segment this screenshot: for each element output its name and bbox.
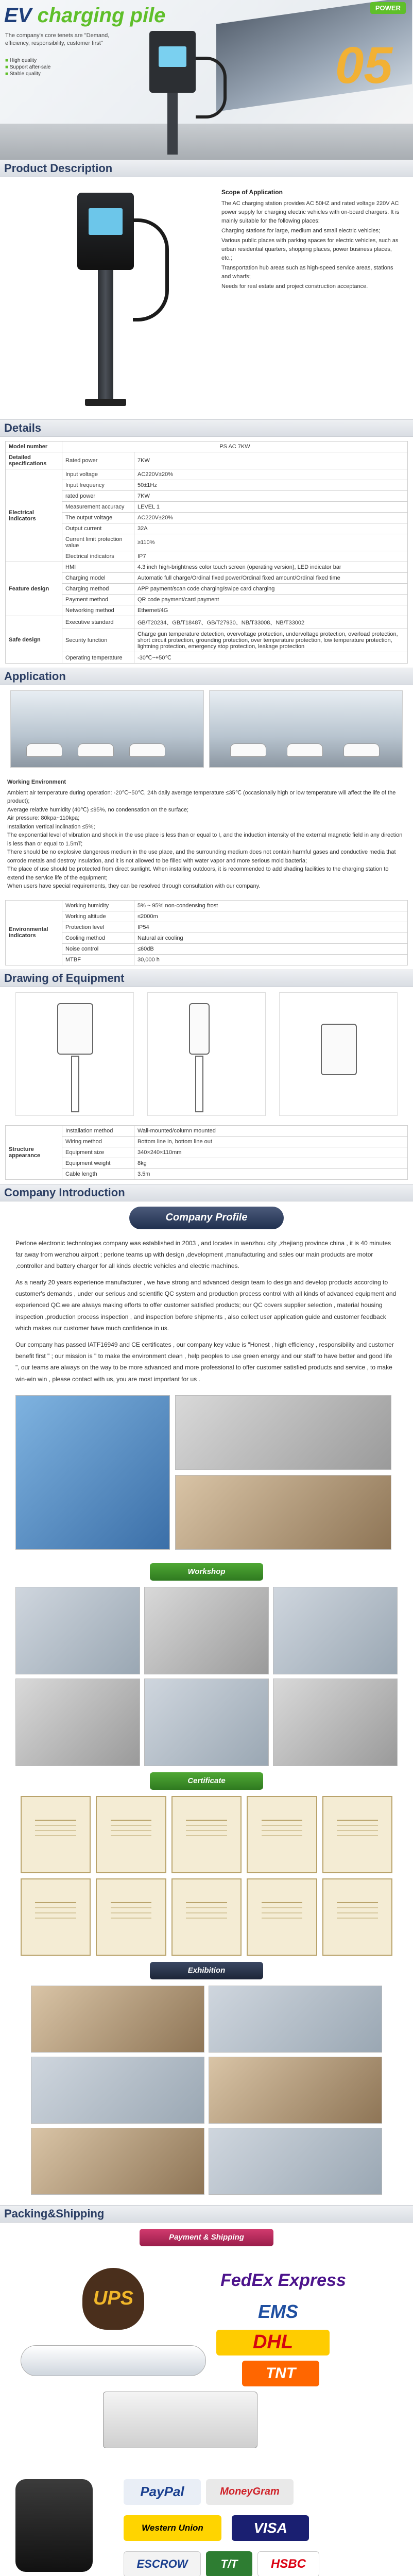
workshop-photo bbox=[273, 1587, 398, 1674]
payment-shipping-banner: Payment & Shipping bbox=[140, 2229, 273, 2246]
application-photo bbox=[209, 690, 403, 768]
spec-value: ≥110% bbox=[134, 534, 408, 551]
table-row bbox=[6, 933, 408, 943]
model-value: PS AC 7KW bbox=[62, 442, 408, 452]
hero-feature-list bbox=[5, 57, 50, 78]
environment-line: When users have special requirements, they can be resolved through consultation with our company. bbox=[7, 883, 261, 889]
spec-name: Measurement accuracy bbox=[62, 502, 134, 513]
spec-value: AC220V±20% bbox=[134, 469, 408, 480]
spec-value: 32A bbox=[134, 523, 408, 534]
table-row bbox=[6, 491, 408, 502]
table-row bbox=[6, 534, 408, 551]
env-value: IP54 bbox=[134, 922, 408, 933]
fedex-logo: FedEx Express bbox=[220, 2270, 346, 2291]
certificate-image bbox=[21, 1796, 91, 1873]
spec-name: The output voltage bbox=[62, 513, 134, 523]
section-packing: Packing&Shipping bbox=[0, 2205, 413, 2223]
certificate-image bbox=[171, 1878, 242, 1956]
spec-value: 7KW bbox=[134, 452, 408, 469]
factory-photos bbox=[0, 1388, 413, 1557]
structure-group: Structure appearance bbox=[6, 1125, 62, 1179]
spec-value: IP7 bbox=[134, 551, 408, 562]
certificate-image bbox=[322, 1878, 392, 1956]
spec-name: Payment method bbox=[62, 595, 134, 605]
section-application: Application bbox=[0, 668, 413, 685]
exhibition-photo bbox=[209, 1986, 382, 2053]
factory-building-photo bbox=[15, 1395, 170, 1550]
drawing-pole bbox=[71, 1056, 79, 1112]
table-row bbox=[6, 551, 408, 562]
model-label: Model number bbox=[6, 442, 62, 452]
spec-name: Charging method bbox=[62, 584, 134, 595]
spec-name: Executive standard bbox=[62, 616, 134, 629]
env-name: Protection level bbox=[62, 922, 134, 933]
table-row bbox=[6, 900, 408, 911]
hero-title-part1: EV bbox=[4, 4, 38, 27]
structure-value: 340×240×110mm bbox=[134, 1147, 408, 1158]
table-row bbox=[6, 562, 408, 573]
table-row bbox=[6, 652, 408, 664]
env-name: Noise control bbox=[62, 943, 134, 954]
env-name: Working altitude bbox=[62, 911, 134, 922]
env-name: Cooling method bbox=[62, 933, 134, 943]
environment-line: Air pressure: 80kpa~110kpa; bbox=[7, 815, 80, 821]
section-details: Details bbox=[0, 419, 413, 437]
structure-value: 8kg bbox=[134, 1158, 408, 1168]
lock-icon bbox=[15, 2479, 93, 2572]
table-row bbox=[6, 452, 408, 469]
environment-line: Average relative humidity (40℃) ≤95%, no condensation on the surface; bbox=[7, 806, 189, 813]
hero-banner bbox=[0, 0, 413, 160]
spec-name: HMI bbox=[62, 562, 134, 573]
scope-line: The AC charging station provides AC 50HZ and rated voltage 220V AC power supply for charging electric vehicles with on-board chargers. It is mainly suitable for the following places: bbox=[221, 200, 400, 224]
table-row bbox=[6, 605, 408, 616]
scope-line: Transportation hub areas such as high-speed service areas, stations and wharfs; bbox=[221, 264, 393, 280]
ups-logo: UPS bbox=[82, 2268, 144, 2330]
certificate-banner: Certificate bbox=[150, 1772, 263, 1790]
spec-name: Current limit protection value bbox=[62, 534, 134, 551]
workshop-photo bbox=[273, 1679, 398, 1766]
table-row bbox=[6, 911, 408, 922]
drawing-front bbox=[15, 992, 134, 1116]
charger-display-image bbox=[89, 208, 123, 235]
exhibition-gallery bbox=[0, 1986, 413, 2195]
spec-name: Charging model bbox=[62, 573, 134, 584]
hero-slogan: The company's core tenets are "Demand, efficiency, responsibility, customer first" bbox=[5, 32, 110, 47]
certificate-image bbox=[96, 1878, 166, 1956]
spec-value: 4.3 inch high-brightness color touch screen (operating version), LED indicator bar bbox=[134, 562, 408, 573]
structure-name: Installation method bbox=[62, 1125, 134, 1136]
spec-name: Rated power bbox=[62, 452, 134, 469]
spec-name: Security function bbox=[62, 629, 134, 652]
table-row bbox=[6, 1158, 408, 1168]
env-group: Environmental indicators bbox=[6, 900, 62, 965]
western-union-logo: Western Union bbox=[124, 2515, 221, 2541]
structure-name: Cable length bbox=[62, 1168, 134, 1179]
paypal-logo: PayPal bbox=[124, 2479, 201, 2505]
tnt-logo: TNT bbox=[242, 2361, 319, 2386]
spec-value: AC220V±20% bbox=[134, 513, 408, 523]
shipping-logos bbox=[0, 2252, 413, 2469]
table-row bbox=[6, 442, 408, 452]
section-drawing: Drawing of Equipment bbox=[0, 970, 413, 987]
structure-table bbox=[5, 1125, 408, 1180]
brand-badge: POWER bbox=[370, 2, 406, 14]
hero-number: 05 bbox=[335, 37, 392, 94]
spec-name: Networking method bbox=[62, 605, 134, 616]
environment-line: Installation vertical inclination ≤5%; bbox=[7, 823, 95, 830]
scope-title: Scope of Application bbox=[221, 189, 283, 196]
structure-name: Wiring method bbox=[62, 1136, 134, 1147]
airplane-icon bbox=[21, 2345, 206, 2376]
env-value: 5% ~ 95% non-condensing frost bbox=[134, 900, 408, 911]
exhibition-photo bbox=[31, 2128, 204, 2195]
charger-screen-image bbox=[159, 46, 186, 67]
table-row bbox=[6, 502, 408, 513]
hero-feature: ■ High quality bbox=[5, 58, 50, 63]
table-row bbox=[6, 629, 408, 652]
table-row bbox=[6, 922, 408, 933]
certificate-image bbox=[322, 1796, 392, 1873]
application-gallery bbox=[0, 685, 413, 773]
structure-name: Equipment size bbox=[62, 1147, 134, 1158]
spec-value: 7KW bbox=[134, 491, 408, 502]
table-row bbox=[6, 616, 408, 629]
workshop-photo bbox=[15, 1679, 140, 1766]
charger-column-image bbox=[98, 270, 113, 404]
table-row bbox=[6, 595, 408, 605]
charger-cable-image bbox=[133, 218, 169, 321]
workshop-photo bbox=[144, 1679, 269, 1766]
certificate-gallery bbox=[0, 1796, 413, 1956]
spec-value: -30℃~+50℃ bbox=[134, 652, 408, 664]
table-row bbox=[6, 1136, 408, 1147]
spec-group: Safe design bbox=[6, 616, 62, 664]
scope-line: Charging stations for large, medium and small electric vehicles; bbox=[221, 227, 381, 234]
charger-base-image bbox=[85, 399, 126, 406]
escrow-logo: ESCROW bbox=[124, 2551, 201, 2576]
table-row bbox=[6, 480, 408, 491]
spec-value: Automatic full charge/Ordinal fixed power/Ordinal fixed amount/Ordinal fixed time bbox=[134, 573, 408, 584]
certificate-image bbox=[21, 1878, 91, 1956]
structure-value: Wall-mounted/column mounted bbox=[134, 1125, 408, 1136]
structure-value: 3.5m bbox=[134, 1168, 408, 1179]
application-photo bbox=[10, 690, 204, 768]
hero-title bbox=[4, 4, 165, 27]
company-intro bbox=[0, 1234, 413, 1388]
environment-line: There should be no explosive dangerous medium in the use place, and the surrounding medium does not contain harmful gases and conductive media that corrode metals and destroy insulation, and it is not allowed to be filled with water vapor and more serious mold bacteria; bbox=[7, 849, 396, 864]
visa-logo: VISA bbox=[232, 2515, 309, 2541]
ems-logo: EMS bbox=[257, 2300, 298, 2322]
drawing-box bbox=[57, 1003, 93, 1055]
table-row bbox=[6, 954, 408, 965]
table-row bbox=[6, 523, 408, 534]
certificate-image bbox=[96, 1796, 166, 1873]
env-value: ≤2000m bbox=[134, 911, 408, 922]
payment-logos bbox=[0, 2469, 413, 2576]
charger-pole-image bbox=[167, 93, 178, 155]
table-row bbox=[6, 1168, 408, 1179]
section-product-description: Product Description bbox=[0, 160, 413, 177]
certificate-image bbox=[247, 1796, 317, 1873]
spec-value: QR code payment/card payment bbox=[134, 595, 408, 605]
spec-value: Charge gun temperature detection, overvoltage protection, undervoltage protection, overload protection, short circuit protection, grounding protection, over temperature protection, low temperature protection, lightning protection, emergency stop protection, leakage protection bbox=[134, 629, 408, 652]
company-paragraph: Our company has passed IATF16949 and CE certificates , our company key value is "Honest , high efficiency , responsibility and customer benefit first " ; our mission is " to make the environment clean , help peoples to use green energy and our staff to have better and good life ", our teams are always on the way to be more advanced and more professional to offer customer satisfied products and service , to make win-win win , please contact with us, you are most important for us . bbox=[15, 1341, 394, 1383]
environment-line: The place of use should be protected from direct sunlight. When installing outdoors, it is recommended to add shading facilities to the charging station to extend the service life of the equipment; bbox=[7, 866, 389, 881]
spec-value: APP payment/scan code charging/swipe card charging bbox=[134, 584, 408, 595]
table-row bbox=[6, 469, 408, 480]
tt-logo: T/T bbox=[206, 2551, 252, 2576]
spec-name: rated power bbox=[62, 491, 134, 502]
structure-name: Equipment weight bbox=[62, 1158, 134, 1168]
env-value: ≤60dB bbox=[134, 943, 408, 954]
charger-cable-image bbox=[196, 57, 227, 118]
table-row bbox=[6, 1125, 408, 1136]
workshop-banner: Workshop bbox=[150, 1563, 263, 1581]
hsbc-logo: HSBC bbox=[257, 2551, 319, 2576]
drawing-pole bbox=[195, 1056, 203, 1112]
drawing-box bbox=[321, 1024, 357, 1075]
factory-photo bbox=[175, 1395, 391, 1470]
table-row bbox=[6, 573, 408, 584]
env-value: Natural air cooling bbox=[134, 933, 408, 943]
environment-title: Working Environment bbox=[7, 779, 66, 785]
certificate-image bbox=[247, 1878, 317, 1956]
company-paragraph: Perlone electronic technologies company was established in 2003 , and locates in wenzhou city ,zhejiang province china , it is 40 minutes far away from wenzhou airport ; perlone teams up with design ,development ,manufacturing and sales our main products are motor ,controller and battery charger for all kinds electric vehicles and electric machines. bbox=[15, 1239, 391, 1269]
env-value: 30,000 h bbox=[134, 954, 408, 965]
spec-name: Operating temperature bbox=[62, 652, 134, 664]
structure-value: Bottom line in, bottom line out bbox=[134, 1136, 408, 1147]
moneygram-logo: MoneyGram bbox=[206, 2479, 294, 2505]
workshop-photo bbox=[144, 1587, 269, 1674]
company-profile-banner: Company Profile bbox=[129, 1207, 284, 1229]
scope-of-application bbox=[221, 188, 402, 292]
hero-title-part2: charging pile bbox=[37, 4, 166, 27]
working-environment bbox=[0, 773, 413, 896]
spec-group: Feature design bbox=[6, 562, 62, 616]
spec-group: Detailed specifications bbox=[6, 452, 62, 469]
exhibition-photo bbox=[209, 2128, 382, 2195]
company-paragraph: As a nearly 20 years experience manufacturer , we have strong and advanced design team to design and develop products according to customer's demands , under our serious and scientific QC system and production process control with all kinds of advanced equipment and experienced QC.we are always making efforts to offer customer satisfied products; our QC covers supplier selection , material housing inspection ,production process inspection , and inspection before shipments , also collect user application guide and customer feedback which makes our customer have much confidence in us. bbox=[15, 1279, 397, 1332]
spec-name: Electrical indicators bbox=[62, 551, 134, 562]
exhibition-banner: Exhibition bbox=[150, 1962, 263, 1979]
workshop-gallery bbox=[0, 1587, 413, 1766]
exhibition-photo bbox=[209, 2057, 382, 2124]
spec-value: 50±1Hz bbox=[134, 480, 408, 491]
spec-value: GB/T20234、GB/T18487、GB/T27930、NB/T33008、NB/T33002 bbox=[134, 616, 408, 629]
spec-table bbox=[5, 441, 408, 664]
exhibition-photo bbox=[31, 1986, 204, 2053]
spec-value: Ethernet/4G bbox=[134, 605, 408, 616]
drawing-box bbox=[189, 1003, 210, 1055]
spec-name: Output current bbox=[62, 523, 134, 534]
hero-feature: ■ Support after-sale bbox=[5, 64, 50, 70]
spec-name: Input voltage bbox=[62, 469, 134, 480]
scope-line: Needs for real estate and project construction acceptance. bbox=[221, 283, 368, 290]
hero-feature: ■ Stable quality bbox=[5, 71, 50, 77]
dhl-logo: DHL bbox=[216, 2330, 330, 2355]
section-company: Company Introduction bbox=[0, 1184, 413, 1201]
truck-image bbox=[103, 2392, 257, 2448]
environment-line: The exponential level of vibration and shock in the use place is less than or equal to I, and the induction intensity of the external magnetic field in any direction is less than or equal to 1.5mT; bbox=[7, 832, 403, 847]
table-row bbox=[6, 584, 408, 595]
scope-line: Various public places with parking spaces for electric vehicles, such as urban residential quarters, shopping places, power business places, etc.; bbox=[221, 237, 399, 261]
factory-photo bbox=[175, 1475, 391, 1550]
table-row bbox=[6, 943, 408, 954]
environment-line: Ambient air temperature during operation: -20℃~50℃, 24h daily average temperature ≤35℃ (occasionally high or low temperature will affect the life of the product); bbox=[7, 789, 396, 804]
certificate-image bbox=[171, 1796, 242, 1873]
table-row bbox=[6, 1147, 408, 1158]
spec-name: Input frequency bbox=[62, 480, 134, 491]
drawing-side bbox=[147, 992, 266, 1116]
environment-table bbox=[5, 900, 408, 965]
env-name: Working humidity bbox=[62, 900, 134, 911]
env-name: MTBF bbox=[62, 954, 134, 965]
spec-value: LEVEL 1 bbox=[134, 502, 408, 513]
equipment-drawings bbox=[0, 987, 413, 1121]
exhibition-photo bbox=[31, 2057, 204, 2124]
drawing-wall bbox=[279, 992, 398, 1116]
product-description bbox=[0, 177, 413, 419]
table-row bbox=[6, 513, 408, 523]
workshop-photo bbox=[15, 1587, 140, 1674]
pavement-image bbox=[0, 124, 413, 160]
spec-group: Electrical indicators bbox=[6, 469, 62, 562]
